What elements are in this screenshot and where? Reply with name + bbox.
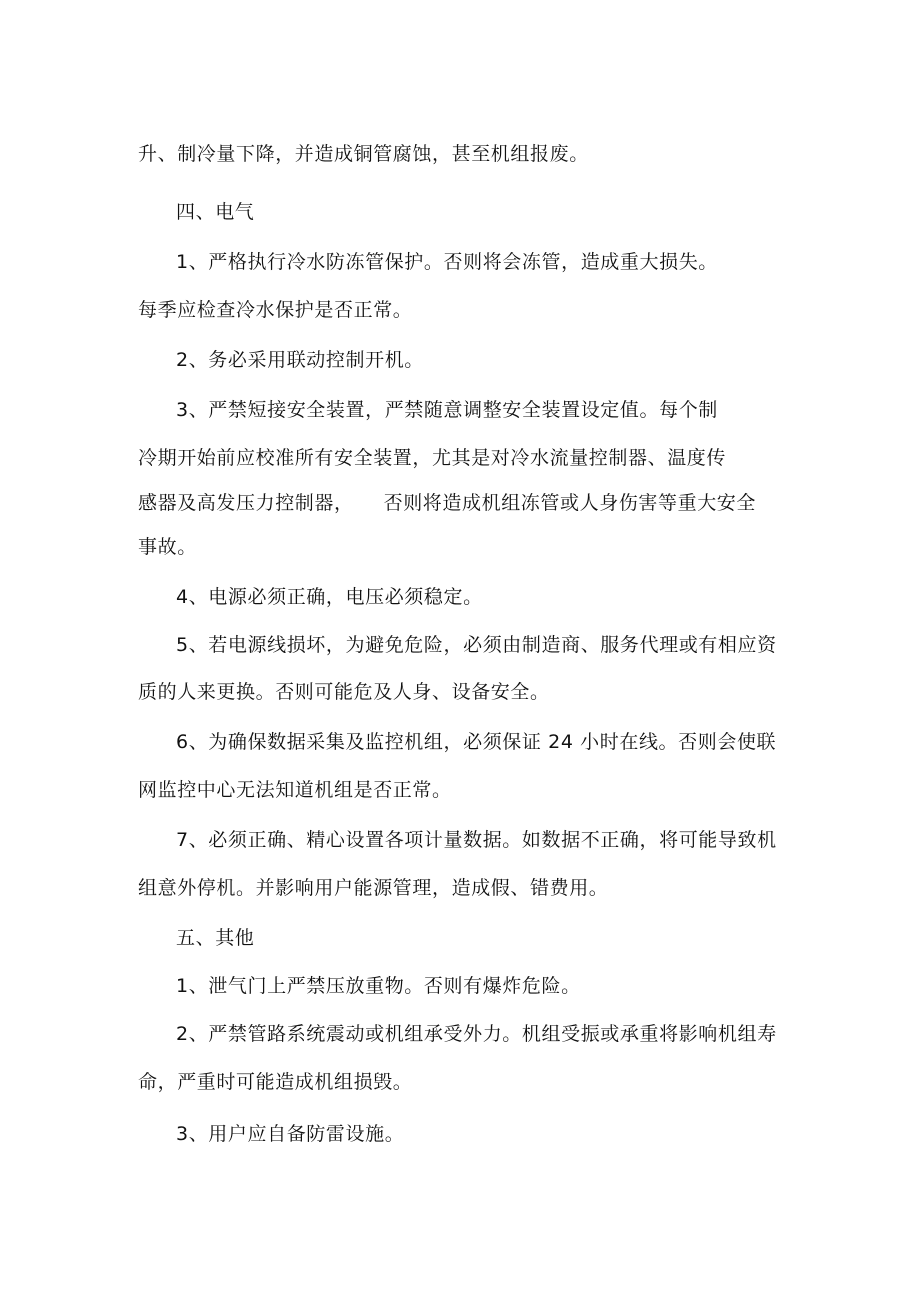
item-electrical-3-cont-2 [138,490,756,516]
item-electrical-7-cont: 组意外停机。并影响用户能源管理，造成假、错费用。 [138,877,609,899]
section-heading-other: 五、其他 [176,927,255,949]
item-electrical-3-cont-3: 事故。 [138,536,197,558]
item-electrical-4: 4、电源必须正确，电压必须稳定。 [176,586,483,608]
item-electrical-1-cont: 每季应检查冷水保护是否正常。 [138,299,413,321]
item-electrical-7: 7、必须正确、精心设置各项计量数据。如数据不正确，将可能导致机 [176,829,777,851]
item-other-3: 3、用户应自备防雷设施。 [176,1123,405,1145]
item-electrical-6-cont: 网监控中心无法知道机组是否正常。 [138,779,452,801]
item-electrical-6: 6、为确保数据采集及监控机组，必须保证 24 小时在线。否则会使联 [176,731,777,753]
item-electrical-3-cont: 冷期开始前应校准所有安全装置，尤其是对冷水流量控制器、温度传 [138,447,727,469]
item-electrical-5-cont: 质的人来更换。否则可能危及人身、设备安全。 [138,681,550,703]
item-electrical-5: 5、若电源线损坏，为避免危险，必须由制造商、服务代理或有相应资 [176,634,777,656]
item-other-1: 1、泄气门上严禁压放重物。否则有爆炸危险。 [176,975,581,997]
item-other-2-cont: 命，严重时可能造成机组损毁。 [138,1071,413,1093]
item-electrical-2: 2、务必采用联动控制开机。 [176,349,424,371]
text-line-continuation: 升、制冷量下降，并造成铜管腐蚀，甚至机组报废。 [138,143,589,165]
item-electrical-3-cont-2b: 否则将造成机组冻管或人身伤害等重大安全 [383,492,757,514]
item-other-2: 2、严禁管路系统震动或机组承受外力。机组受振或承重将影响机组寿 [176,1023,777,1045]
item-electrical-1: 1、严格执行冷水防冻管保护。否则将会冻管，造成重大损失。 [176,251,718,273]
section-heading-electrical: 四、电气 [176,201,255,223]
item-electrical-3: 3、严禁短接安全装置，严禁随意调整安全装置设定值。每个制 [176,399,718,421]
item-electrical-3-cont-2a: 感器及高发压力控制器， [138,492,354,514]
